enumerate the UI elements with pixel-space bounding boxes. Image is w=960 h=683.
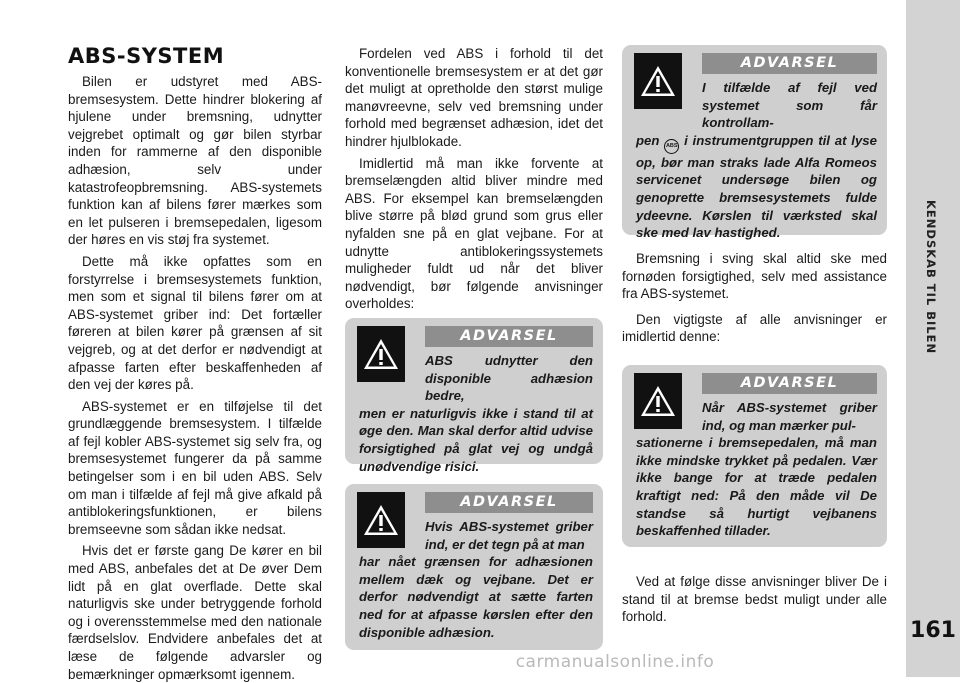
paragraph: Dette må ikke opfattes som en forstyrrelse i bremsesystemets funktion, men som et signal til bilens fører om at ABS-systemet griber ind: Det fortæller føreren at bilen kører på grænsen af sit vejgreb, og at det derfor er nødvendigt at afpasse farten efter beskaffenheden af den vej der køres på. [68,253,322,393]
warning-triangle-icon [634,53,682,109]
column-1 [68,73,322,683]
paragraph: Ved at følge disse anvisninger bliver De i stand til at bremse bedst muligt under alle forhold. [622,574,887,625]
paragraph: Bremsning i sving skal altid ske med fornøden forsigtighed, selv med assistance fra ABS-systemet. [622,251,887,302]
warning-text-first: ABS udnytter den disponible adhæsion bedre, [425,353,593,404]
chapter-title: KENDSKAB TIL BILEN [924,200,938,355]
warning-box [345,484,603,650]
warning-box [345,318,603,474]
warning-text-rest: men er naturligvis ikke i stand til at øge den. Man skal derfor altid udvise forsigtighed på glat vej og undgå unødvendige risici. [359,405,593,474]
warning-title: ADVARSEL [425,326,593,347]
column-3-top [622,250,887,346]
paragraph: Imidlertid må man ikke forvente at bremselængden altid bliver mindre med ABS. For eksempel kan bremselængden blive større på blød grund som grus eller nyfalden sne på en glat vejbane. For at udnytte antiblokeringssystemets muligheder fuldt ud når det bliver nødvendigt, bør følgende anvisninger overholdes: [345,155,603,312]
page-number: 161 [910,618,956,643]
abs-warning-light-icon: ABS [664,139,679,154]
warning-text-first: I tilfælde af fejl ved systemet som får kontrollam- [702,80,877,131]
warning-triangle-icon [357,492,405,548]
watermark: carmanualsonline.info [515,652,715,672]
column-2 [345,45,603,313]
warning-triangle-icon [634,373,682,429]
warning-box [622,365,887,547]
warning-text-rest: har nået grænsen for adhæsionen mellem dæk og vejbane. Det er derfor nødvendigt at sætte farten ned for at afpasse kørslen efter den disponible adhæsion. [359,554,593,640]
warning-text-rest: sationerne i bremsepedalen, må man ikke mindske trykket på pedalen. Vær ikke bange for at træde pedalen kraftigt ned: På den måde vil De standse så hurtigt vejbanens beskaffenhed tillader. [636,435,877,539]
warning-title: ADVARSEL [702,53,877,74]
warning-title: ADVARSEL [702,373,877,394]
paragraph: Bilen er udstyret med ABS-bremsesystem. Dette hindrer blokering af hjulene under bremsning, udnytter vejgrebet optimalt og gør bilen styrbar inden for rammerne af den disponible adhæsion, selv under katastrofeopbremsning. ABS-systemets funktion kan af bilens fører mærkes som en let pulseren i bremsepedalen, ligesom der høres en vis støj fra systemet. [68,74,322,248]
warning-text-rest: i instrumentgruppen til at lyse op, bør man straks lade Alfa Romeos servicenet undersøge bilen og genoprette bremsesystemets fulde ydeevne. Kørslen til værksted skal ske med lav hastighed. [636,132,877,241]
warning-text-pre: pen [636,132,660,148]
warning-text-first: Hvis ABS-systemet griber ind, er det tegn på at man [425,519,593,552]
sidebar-chapter-label [920,200,946,500]
warning-text-first: Når ABS-systemet griber ind, og man mærker pul- [702,400,877,433]
warning-triangle-icon [357,326,405,382]
paragraph: Den vigtigste af alle anvisninger er imidlertid denne: [622,311,887,345]
paragraph: ABS-systemet er en tilføjelse til det grundlæggende bremsesystem. I tilfælde af fejl kobler ABS-systemet sig selv fra, og bremsesystemet fungerer da på samme betingelser som i en bil uden ABS. Selv om man i tilfælde af fejl må give afkald på antiblokeringsfunktionen, er bilens bremseevne som sådan ikke nedsat. [68,398,322,537]
column-3-bottom [622,573,887,626]
warning-title: ADVARSEL [425,492,593,513]
warning-box [622,45,887,241]
paragraph: Hvis det er første gang De kører en bil med ABS, anbefales det at De øver Dem lidt på en glat overflade. Dette skal naturligvis ske under betryggende forhold og i overensstemmelse med den nationale færdselslov. Endvidere anbefales det at læse de følgende advarsler og bemærkninger opmærksomt igennem. [68,543,322,682]
paragraph: Fordelen ved ABS i forhold til det konventionelle bremsesystem er at det gør det muligt at opretholde den størst mulige manøvreevne, selv ved bremsning under forhold med begrænset adhæsion, idet det hindrer hjulblokade. [345,46,603,149]
section-heading: ABS-SYSTEM [68,44,225,68]
